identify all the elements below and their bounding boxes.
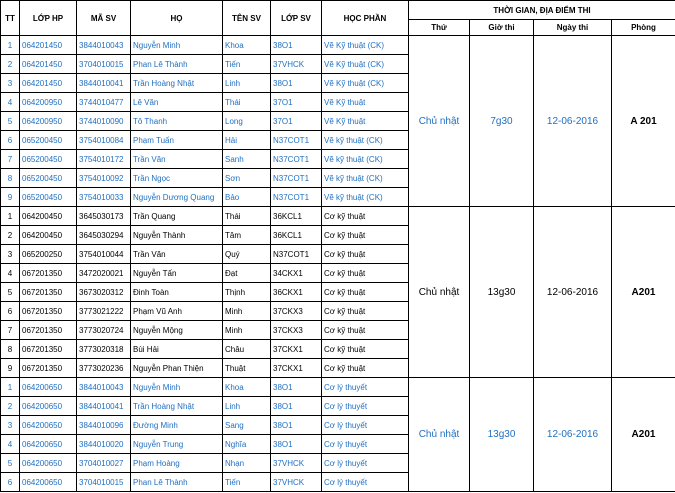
row-tt: 9 — [1, 188, 20, 207]
row-ten-sv: Thuật — [223, 359, 271, 378]
row-hoc-phan: Cơ lý thuyết — [322, 454, 409, 473]
row-hoc-phan: Cơ kỹ thuật — [322, 321, 409, 340]
row-tt: 3 — [1, 416, 20, 435]
row-lop-hp: 065200450 — [20, 169, 77, 188]
row-lop-hp: 064200650 — [20, 473, 77, 492]
row-tt: 5 — [1, 454, 20, 473]
row-ma-sv: 3844010043 — [77, 36, 131, 55]
row-hoc-phan: Vẽ Kỹ thuật (CK) — [322, 55, 409, 74]
exam-room: A201 — [612, 207, 675, 378]
header-lop-sv: LỚP SV — [271, 1, 322, 36]
row-ten-sv: Sơn — [223, 169, 271, 188]
row-tt: 2 — [1, 397, 20, 416]
row-ho: Đường Minh — [131, 416, 223, 435]
exam-room: A 201 — [612, 36, 675, 207]
row-lop-sv: 37VHCK — [271, 55, 322, 74]
row-lop-sv: N37COT1 — [271, 131, 322, 150]
exam-time: 7g30 — [470, 36, 534, 207]
row-ma-sv: 3704010015 — [77, 473, 131, 492]
row-ho: Nguyễn Trung — [131, 435, 223, 454]
row-lop-sv: 37CKX3 — [271, 321, 322, 340]
row-ten-sv: Khoa — [223, 36, 271, 55]
row-lop-hp: 064200950 — [20, 93, 77, 112]
row-lop-sv: 37VHCK — [271, 454, 322, 473]
row-ma-sv: 3754010033 — [77, 188, 131, 207]
header-hoc-phan: HỌC PHẦN — [322, 1, 409, 36]
row-hoc-phan: Cơ kỹ thuật — [322, 245, 409, 264]
row-tt: 5 — [1, 112, 20, 131]
row-tt: 1 — [1, 36, 20, 55]
row-ho: Trần Ngọc — [131, 169, 223, 188]
row-tt: 3 — [1, 245, 20, 264]
row-lop-hp: 067201350 — [20, 264, 77, 283]
table-row — [1, 378, 675, 397]
row-ma-sv: 3744010090 — [77, 112, 131, 131]
row-tt: 8 — [1, 169, 20, 188]
row-tt: 1 — [1, 207, 20, 226]
row-ten-sv: Đạt — [223, 264, 271, 283]
row-tt: 1 — [1, 378, 20, 397]
exam-time: 13g30 — [470, 378, 534, 492]
row-hoc-phan: Cơ kỹ thuật — [322, 226, 409, 245]
row-ma-sv: 3844010096 — [77, 416, 131, 435]
exam-time: 13g30 — [470, 207, 534, 378]
row-lop-sv: 37O1 — [271, 112, 322, 131]
row-ten-sv: Thái — [223, 93, 271, 112]
row-ten-sv: Thái — [223, 207, 271, 226]
row-ten-sv: Linh — [223, 397, 271, 416]
row-ho: Trần Hoàng Nhật — [131, 74, 223, 93]
header-ten-sv: TÊN SV — [223, 1, 271, 36]
header-ngay-thi: Ngày thi — [534, 20, 612, 36]
row-hoc-phan: Vẽ kỹ thuật (CK) — [322, 150, 409, 169]
row-tt: 8 — [1, 340, 20, 359]
row-ma-sv: 3773020724 — [77, 321, 131, 340]
row-tt: 2 — [1, 55, 20, 74]
row-ma-sv: 3773020236 — [77, 359, 131, 378]
row-ten-sv: Tâm — [223, 226, 271, 245]
row-lop-sv: N37COT1 — [271, 245, 322, 264]
header-schedule-group: THỜI GIAN, ĐỊA ĐIỂM THI — [409, 1, 675, 20]
row-tt: 7 — [1, 150, 20, 169]
row-ho: Nguyễn Tấn — [131, 264, 223, 283]
row-lop-sv: 38O1 — [271, 74, 322, 93]
row-lop-hp: 064200650 — [20, 435, 77, 454]
row-ho: Nguyễn Mộng — [131, 321, 223, 340]
row-hoc-phan: Vẽ Kỹ thuật — [322, 93, 409, 112]
header-ma-sv: MÃ SV — [77, 1, 131, 36]
row-hoc-phan: Vẽ kỹ thuật (CK) — [322, 131, 409, 150]
row-ho: Nguyễn Minh — [131, 378, 223, 397]
row-tt: 5 — [1, 283, 20, 302]
exam-day: Chủ nhật — [409, 378, 470, 492]
row-tt: 2 — [1, 226, 20, 245]
row-ma-sv: 3704010027 — [77, 454, 131, 473]
row-lop-hp: 065200250 — [20, 245, 77, 264]
row-lop-sv: 37VHCK — [271, 473, 322, 492]
row-ho: Lê Văn — [131, 93, 223, 112]
row-ma-sv: 3645030173 — [77, 207, 131, 226]
row-lop-hp: 064200650 — [20, 378, 77, 397]
row-ten-sv: Nhạn — [223, 454, 271, 473]
row-hoc-phan: Vẽ kỹ thuật (CK) — [322, 169, 409, 188]
row-hoc-phan: Cơ lý thuyết — [322, 435, 409, 454]
row-tt: 9 — [1, 359, 20, 378]
row-hoc-phan: Cơ kỹ thuật — [322, 359, 409, 378]
row-lop-hp: 064200650 — [20, 416, 77, 435]
row-tt: 6 — [1, 302, 20, 321]
row-hoc-phan: Vẽ Kỹ thuật (CK) — [322, 36, 409, 55]
row-ho: Nguyễn Thành — [131, 226, 223, 245]
row-lop-hp: 064200650 — [20, 454, 77, 473]
row-ho: Phan Lê Thành — [131, 473, 223, 492]
row-lop-hp: 067201350 — [20, 359, 77, 378]
row-ten-sv: Thịnh — [223, 283, 271, 302]
row-lop-hp: 064200450 — [20, 207, 77, 226]
row-lop-sv: 37CKX3 — [271, 302, 322, 321]
row-lop-hp: 064200450 — [20, 226, 77, 245]
row-ten-sv: Long — [223, 112, 271, 131]
row-ho: Phạm Tuấn — [131, 131, 223, 150]
row-ma-sv: 3844010043 — [77, 378, 131, 397]
row-hoc-phan: Cơ lý thuyết — [322, 378, 409, 397]
table-row — [1, 36, 675, 55]
row-ten-sv: Châu — [223, 340, 271, 359]
row-ten-sv: Khoa — [223, 378, 271, 397]
row-lop-hp: 067201350 — [20, 302, 77, 321]
row-hoc-phan: Cơ kỹ thuật — [322, 302, 409, 321]
exam-room: A201 — [612, 378, 675, 492]
row-hoc-phan: Cơ kỹ thuật — [322, 340, 409, 359]
row-lop-sv: 38O1 — [271, 397, 322, 416]
row-ho: Tô Thanh — [131, 112, 223, 131]
row-tt: 6 — [1, 473, 20, 492]
row-lop-sv: N37COT1 — [271, 169, 322, 188]
row-lop-sv: 36CKX1 — [271, 283, 322, 302]
row-ten-sv: Bảo — [223, 188, 271, 207]
row-hoc-phan: Cơ lý thuyết — [322, 473, 409, 492]
row-ma-sv: 3754010092 — [77, 169, 131, 188]
row-ho: Bùi Hải — [131, 340, 223, 359]
row-ho: Nguyễn Minh — [131, 36, 223, 55]
row-lop-hp: 064200950 — [20, 112, 77, 131]
row-lop-hp: 065200450 — [20, 150, 77, 169]
row-ten-sv: Minh — [223, 321, 271, 340]
row-tt: 6 — [1, 131, 20, 150]
row-ma-sv: 3754010172 — [77, 150, 131, 169]
row-ma-sv: 3472020021 — [77, 264, 131, 283]
row-lop-hp: 064201450 — [20, 74, 77, 93]
header-ho: HỌ — [131, 1, 223, 36]
header-phong: Phòng — [612, 20, 675, 36]
row-lop-hp: 065200450 — [20, 188, 77, 207]
row-hoc-phan: Cơ kỹ thuật — [322, 264, 409, 283]
row-tt: 4 — [1, 435, 20, 454]
row-lop-sv: N37COT1 — [271, 188, 322, 207]
row-ma-sv: 3844010041 — [77, 397, 131, 416]
row-lop-hp: 065200450 — [20, 131, 77, 150]
row-ma-sv: 3773020318 — [77, 340, 131, 359]
exam-date: 12-06-2016 — [534, 207, 612, 378]
row-ma-sv: 3754010044 — [77, 245, 131, 264]
row-lop-sv: 36KCL1 — [271, 226, 322, 245]
row-ten-sv: Linh — [223, 74, 271, 93]
row-lop-sv: 37O1 — [271, 93, 322, 112]
row-ma-sv: 3844010020 — [77, 435, 131, 454]
row-lop-hp: 064200650 — [20, 397, 77, 416]
row-lop-hp: 067201350 — [20, 321, 77, 340]
exam-day: Chủ nhật — [409, 207, 470, 378]
row-lop-hp: 067201350 — [20, 340, 77, 359]
table-row — [1, 207, 675, 226]
row-ho: Trần Hoàng Nhật — [131, 397, 223, 416]
row-ma-sv: 3704010015 — [77, 55, 131, 74]
row-lop-sv: 37CKX1 — [271, 359, 322, 378]
exam-day: Chủ nhật — [409, 36, 470, 207]
row-hoc-phan: Cơ kỹ thuật — [322, 207, 409, 226]
row-ten-sv: Hải — [223, 131, 271, 150]
header-tt: TT — [1, 1, 20, 36]
row-ten-sv: Minh — [223, 302, 271, 321]
row-lop-sv: 38O1 — [271, 416, 322, 435]
row-lop-hp: 067201350 — [20, 283, 77, 302]
row-ma-sv: 3773021222 — [77, 302, 131, 321]
row-ten-sv: Tiến — [223, 55, 271, 74]
row-ma-sv: 3744010477 — [77, 93, 131, 112]
row-ho: Trần Quang — [131, 207, 223, 226]
row-ma-sv: 3645030294 — [77, 226, 131, 245]
row-ten-sv: Quý — [223, 245, 271, 264]
header-lop-hp: LỚP HP — [20, 1, 77, 36]
row-lop-sv: 37CKX1 — [271, 340, 322, 359]
header-gio-thi: Giờ thi — [470, 20, 534, 36]
row-lop-hp: 064201450 — [20, 55, 77, 74]
row-lop-sv: N37COT1 — [271, 150, 322, 169]
row-tt: 7 — [1, 321, 20, 340]
row-hoc-phan: Cơ kỹ thuật — [322, 283, 409, 302]
row-lop-sv: 36KCL1 — [271, 207, 322, 226]
row-lop-sv: 38O1 — [271, 36, 322, 55]
header-thu: Thứ — [409, 20, 470, 36]
row-ho: Nguyễn Dương Quang — [131, 188, 223, 207]
row-tt: 3 — [1, 74, 20, 93]
row-ho: Phạm Hoàng — [131, 454, 223, 473]
row-ma-sv: 3754010084 — [77, 131, 131, 150]
row-ho: Phan Lê Thành — [131, 55, 223, 74]
row-hoc-phan: Vẽ kỹ thuật (CK) — [322, 188, 409, 207]
row-lop-hp: 064201450 — [20, 36, 77, 55]
row-lop-sv: 38O1 — [271, 378, 322, 397]
row-tt: 4 — [1, 93, 20, 112]
row-ten-sv: Sanh — [223, 150, 271, 169]
row-ma-sv: 3673020312 — [77, 283, 131, 302]
row-hoc-phan: Vẽ Kỹ thuật — [322, 112, 409, 131]
row-ten-sv: Nghĩa — [223, 435, 271, 454]
row-ten-sv: Tiến — [223, 473, 271, 492]
exam-date: 12-06-2016 — [534, 36, 612, 207]
row-lop-sv: 34CKX1 — [271, 264, 322, 283]
row-ho: Phạm Vũ Anh — [131, 302, 223, 321]
row-ten-sv: Sang — [223, 416, 271, 435]
table-body — [1, 36, 675, 492]
row-hoc-phan: Cơ lý thuyết — [322, 397, 409, 416]
row-ho: Trần Văn — [131, 245, 223, 264]
row-ho: Nguyễn Phan Thiện — [131, 359, 223, 378]
row-ma-sv: 3844010041 — [77, 74, 131, 93]
row-hoc-phan: Vẽ Kỹ thuật (CK) — [322, 74, 409, 93]
row-ho: Trần Văn — [131, 150, 223, 169]
row-hoc-phan: Cơ lý thuyết — [322, 416, 409, 435]
row-lop-sv: 38O1 — [271, 435, 322, 454]
row-tt: 4 — [1, 264, 20, 283]
row-ho: Đinh Toàn — [131, 283, 223, 302]
exam-date: 12-06-2016 — [534, 378, 612, 492]
